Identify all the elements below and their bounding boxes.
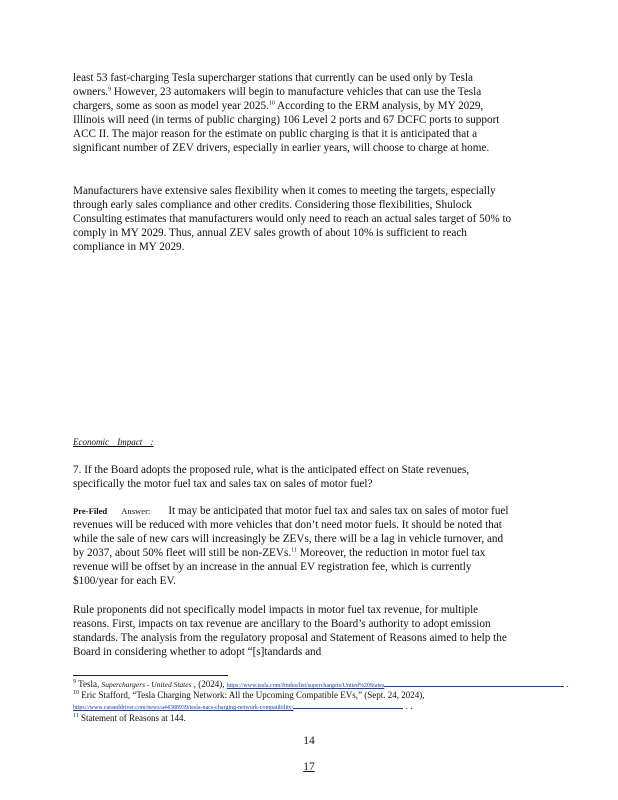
answer-text: Moreover, the reduction in motor fuel tax revenue will be offset by an increase in the annual EV registration fee, which is currently $100/year for each EV. <box>73 547 486 587</box>
paragraph-text: least 53 fast-charging Tesla supercharger stations that currently can be used only by Tesla owners. <box>73 72 473 98</box>
link-underline <box>293 701 403 709</box>
paragraph-tax-revenue: Rule proponents did not specifically model impacts in motor fuel tax revenue, for multiple reasons. First, impacts on tax revenue are ancillary to the Board’s authority to adopt emission standards. The analysis from the regulatory proposal and Statement of Reasons aimed to help the Board in considering whether to adopt “[s]tandards and <box>73 604 507 658</box>
footnote-number: 9 <box>73 679 76 685</box>
paragraph-text: However, 23 automakers will begin to manufacture vehicles that can use the Tesla chargers, some as soon as model year 2025. <box>73 86 482 112</box>
footnote-number: 10 <box>73 690 79 696</box>
footnote-title: Superchargers - United States <box>101 680 192 689</box>
section-heading-economic-impact: Economic Impact : <box>73 437 154 447</box>
footnote-text: Statement of Reasons at 144. <box>78 713 186 723</box>
answer-7 <box>73 504 513 588</box>
footnote-11 <box>73 713 543 724</box>
footnote-number: 11 <box>73 713 79 719</box>
footnote-text: , (2024), <box>191 679 227 689</box>
footnote-end: . . <box>403 701 413 711</box>
footnote-text: Tesla, <box>76 679 102 689</box>
footnote-ref-10[interactable]: 10 <box>268 100 275 107</box>
paragraph-ev-charging <box>73 71 513 155</box>
answer-text: It may be anticipated that motor fuel tax and sales tax on sales of motor fuel revenues will be reduced with more vehicles that don’t need motor fuels. It should be noted that while the sale of new cars will increasingly be ZEVs, there will be a lag in vehicle turnover, and by 2037, about 50% fleet will still be non-ZEVs. <box>73 505 509 559</box>
footnote-end: . <box>564 679 569 689</box>
exhibit-page-number: 17 <box>303 761 315 773</box>
footnote-link[interactable]: https://www.caranddriver.com/news/a44388939/tesla-nacs-charging-network-compatibility/ <box>73 705 294 711</box>
page-number: 14 <box>303 735 315 747</box>
footnote-10 <box>73 690 543 701</box>
footnote-text: Eric Stafford, “Tesla Charging Network: All the Upcoming Compatible EVs,” (Sept. 24, 2024), <box>79 690 425 700</box>
footnote-ref-11[interactable]: 11 <box>291 547 297 554</box>
footnote-link[interactable]: https://www.tesla.com/findus/list/superchargers/United%20States <box>226 683 385 689</box>
footnote-separator <box>73 675 228 676</box>
footnote-ref-9[interactable]: 9 <box>108 86 112 93</box>
link-underline <box>384 679 564 687</box>
paragraph-text: According to the ERM analysis, by MY 2029, Illinois will need (in terms of public charging) 106 Level 2 ports and 67 DCFC ports to support ACC II. The major reason for the estimate on public charging is that it is anticipated that a significant number of ZEV drivers, especially in earlier years, will choose to charge at home. <box>73 100 500 154</box>
answer-label: Answer: <box>121 506 151 516</box>
question-7: 7. If the Board adopts the proposed rule, what is the anticipated effect on State revenues, specifically the motor fuel tax and sales tax on sales of motor fuel? <box>73 464 470 490</box>
answer-label-prefiled: Pre-Filed <box>73 506 108 516</box>
paragraph-sales-flexibility: Manufacturers have extensive sales flexibility when it comes to meeting the targets, especially through early sales compliance and other credits. Considering those flexibilities, Shulock Consulting estimates that manufacturers would only need to reach an actual sales target of 50% to comply in MY 2029. Thus, annual ZEV sales growth of about 10% is sufficient to reach compliance in MY 2029. <box>73 185 512 253</box>
